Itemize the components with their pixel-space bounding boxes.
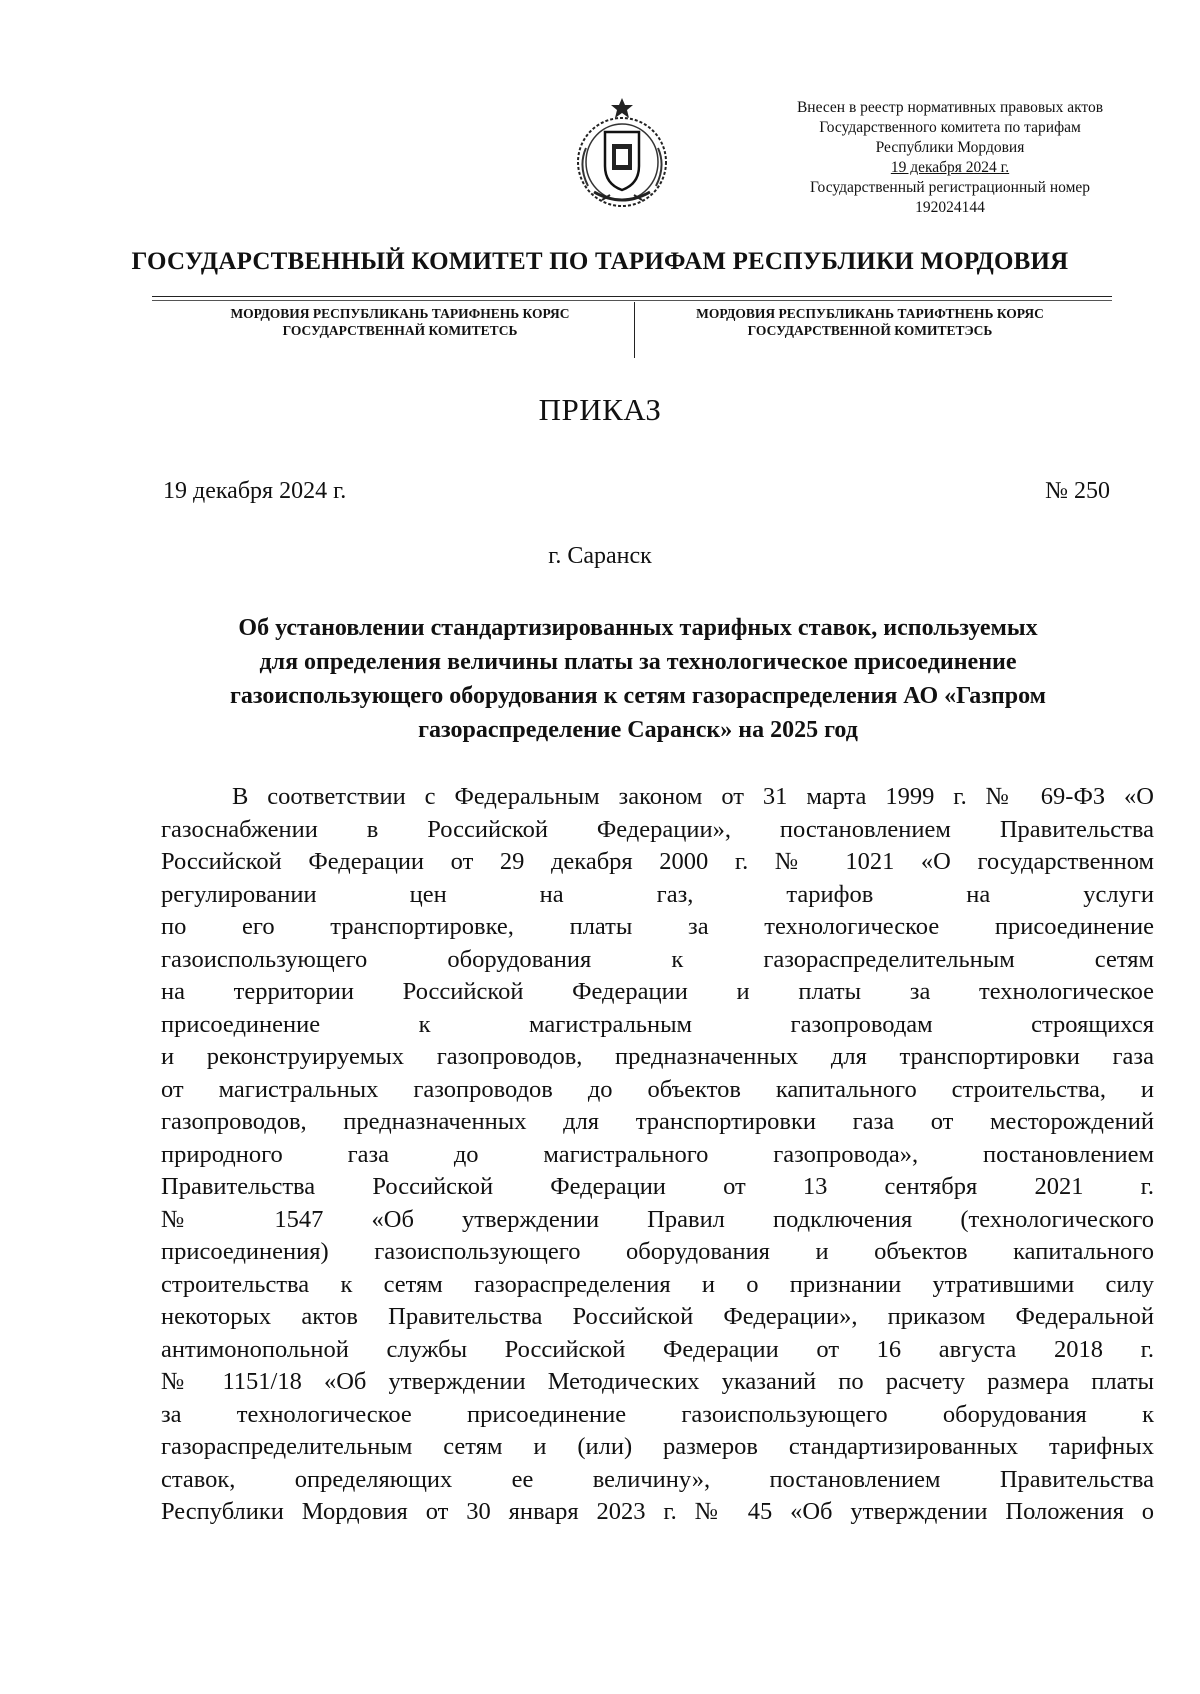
registry-number: 192024144 [915,199,985,216]
body-line: Российской Федерации от 29 декабря 2000 г. № 1021 «О государственном [161,848,1154,875]
body-line: присоединения) газоиспользующего оборудования и объектов капитального [161,1238,1154,1265]
body-line: строительства к сетям газораспределения и о признании утратившими силу [161,1270,1154,1298]
body-line: и реконструируемых газопроводов, предназначенных для транспортировки газа [161,1043,1154,1070]
header-divider-secondary [152,300,1112,301]
registry-stamp [746,98,1154,218]
body-line: от магистральных газопроводов до объектов капитального строительства, и [161,1075,1154,1103]
subject-line: для определения величины платы за технологическое присоединение [259,649,1017,675]
subject-line: газораспределение Саранск» на 2025 год [418,717,858,743]
body-line: Правительства Российской Федерации от 13 сентября 2021 г. [161,1173,1154,1200]
document-subject [158,611,1118,747]
subject-line: Об установлении стандартизированных тарифных ставок, используемых [238,615,1038,641]
body-line: за технологическое присоединение газоиспользующего оборудования к [161,1400,1154,1428]
subject-line: газоиспользующего оборудования к сетям газораспределения АО «Газпром [230,683,1046,709]
committee-name: ГОСУДАРСТВЕННЫЙ КОМИТЕТ ПО ТАРИФАМ РЕСПУБЛИКИ МОРДОВИЯ [131,248,1069,275]
body-line: газораспределительным сетям и (или) размеров стандартизированных тарифных [161,1433,1154,1460]
body-line: присоединение к магистральным газопроводам строящихся [161,1010,1154,1038]
registry-date: 19 декабря 2024 г. [890,159,1010,176]
body-line: № 1547 «Об утверждении Правил подключения (технологического [161,1205,1154,1233]
erzya-line-2: ГОСУДАРСТВЕННОЙ КОМИТЕТЭСЬ [747,323,993,338]
body-line: ставок, определяющих ее величину», постановлением Правительства [161,1465,1154,1493]
erzya-line-1: МОРДОВИЯ РЕСПУБЛИКАНЬ ТАРИФТНЕНЬ КОРЯС [696,306,1044,321]
registry-line-5: Государственный регистрационный номер [809,179,1091,196]
committee-name-moksha [170,305,630,339]
moksha-line-2: ГОСУДАРСТВЕННАЙ КОМИТЕТСЬ [282,323,518,338]
body-line: газоиспользующего оборудования к газораспределительным сетям [161,945,1154,973]
body-line: регулировании цен на газ, тарифов на услуги [161,880,1154,908]
header-divider [152,296,1112,297]
document-type: ПРИКАЗ [538,392,662,427]
body-line: газопроводов, предназначенных для транспортировки газа от месторождений [161,1108,1154,1135]
registry-line-1: Внесен в реестр нормативных правовых актов [796,99,1104,116]
header-vertical-divider [634,302,635,358]
committee-name-erzya [640,305,1100,339]
body-line: природного газа до магистрального газопровода», постановлением [161,1140,1154,1168]
document-number: № 250 [1045,478,1110,504]
registry-line-2: Государственного комитета по тарифам [819,119,1081,136]
body-line: по его транспортировке, платы за технологическое присоединение [161,913,1154,940]
coat-of-arms-emblem [572,96,672,212]
body-line: газоснабжении в Российской Федерации», постановлением Правительства [161,815,1154,843]
body-line: № 1151/18 «Об утверждении Методических указаний по расчету размера платы [161,1368,1154,1395]
body-line: Республики Мордовия от 30 января 2023 г. № 45 «Об утверждении Положения о [161,1498,1154,1525]
registry-line-3: Республики Мордовия [875,139,1025,156]
moksha-line-1: МОРДОВИЯ РЕСПУБЛИКАНЬ ТАРИФНЕНЬ КОРЯС [230,306,570,321]
document-body [161,781,1154,1529]
document-date: 19 декабря 2024 г. [163,478,347,504]
body-line: В соответствии с Федеральным законом от 31 марта 1999 г. № 69-ФЗ «О [232,783,1154,810]
document-city: г. Саранск [548,543,652,569]
body-line: на территории Российской Федерации и платы за технологическое [161,978,1154,1005]
body-line: антимонопольной службы Российской Федерации от 16 августа 2018 г. [161,1335,1154,1363]
body-line: некоторых актов Правительства Российской Федерации», приказом Федеральной [161,1303,1154,1330]
